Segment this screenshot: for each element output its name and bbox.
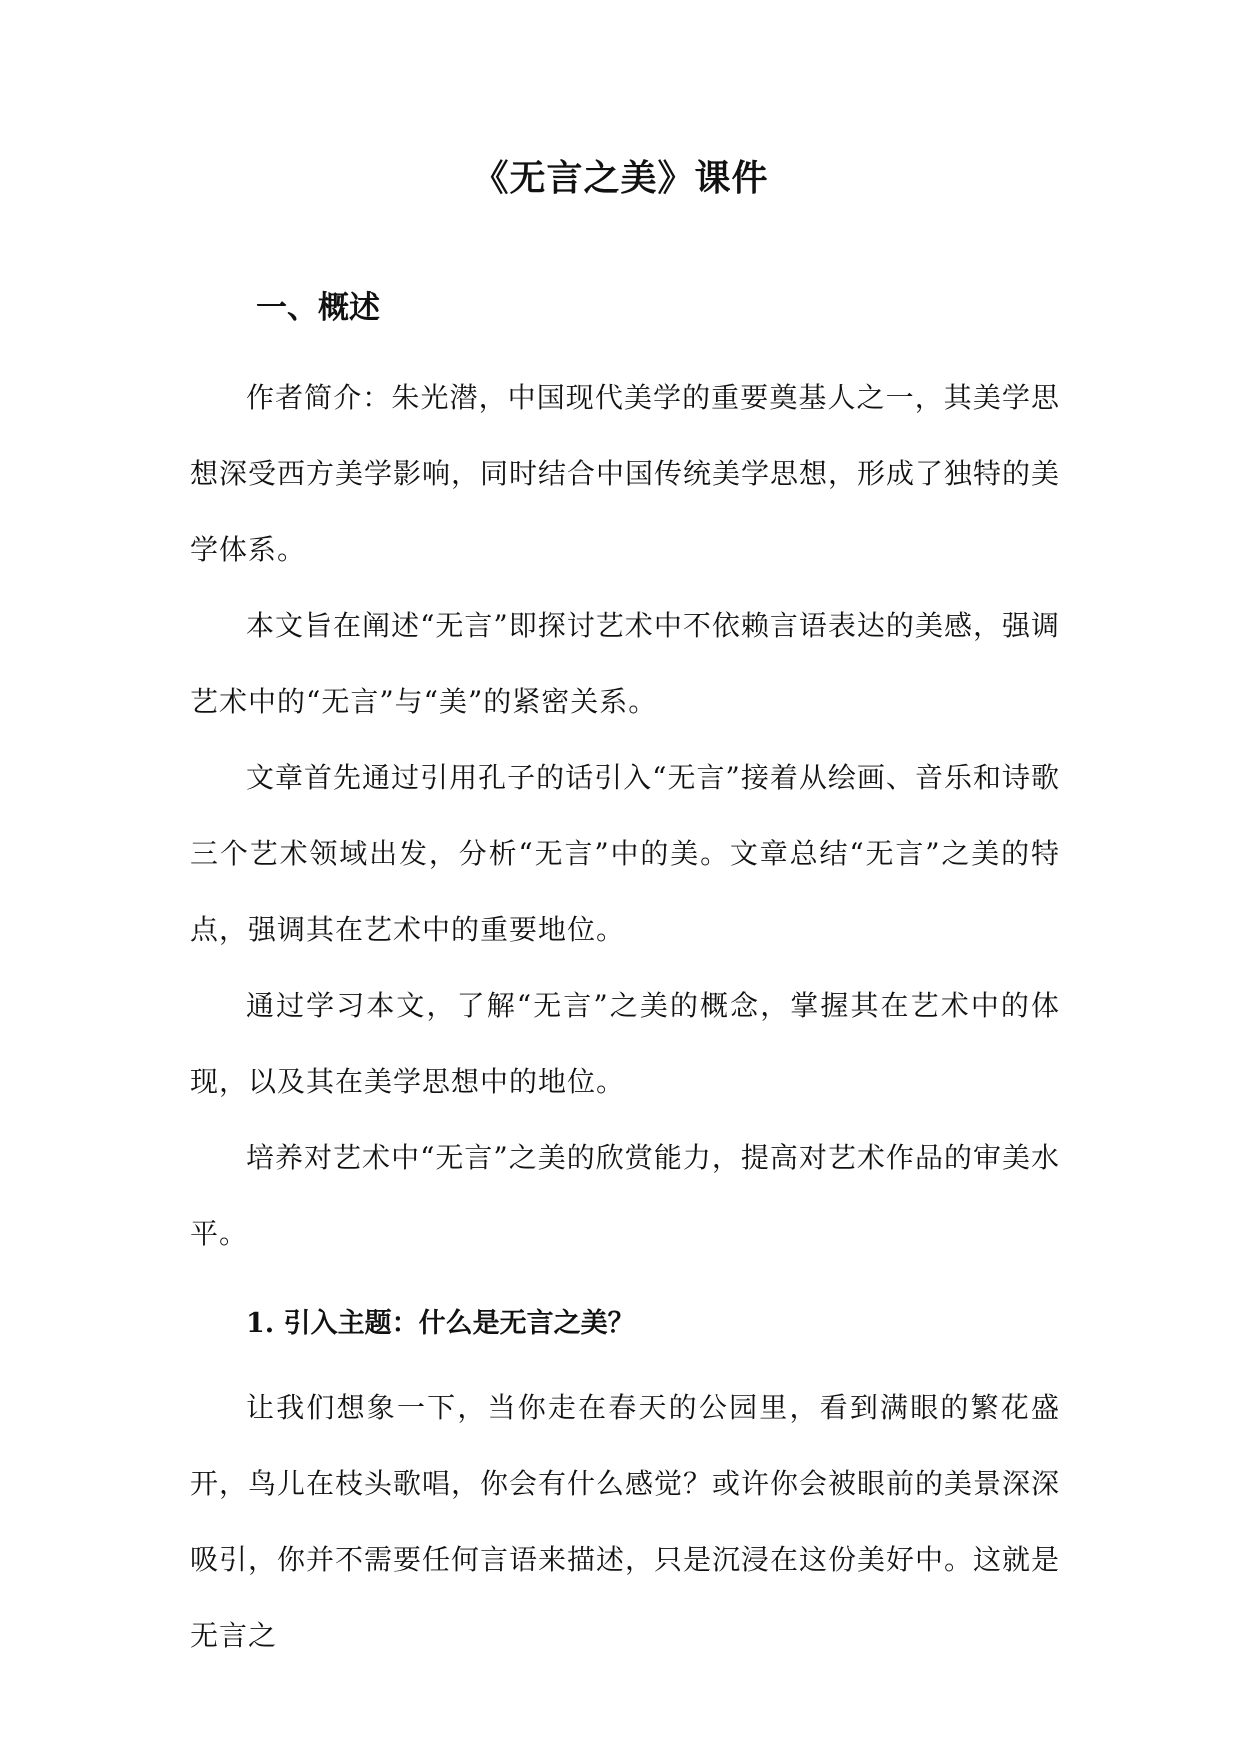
- paragraph-structure: 文章首先通过引用孔子的话引入“无言”接着从绘画、音乐和诗歌三个艺术领域出发，分析“无言”中的美。文章总结“无言”之美的特点，强调其在艺术中的重要地位。: [190, 761, 1060, 946]
- subsection-heading-intro: 1. 引入主题：什么是无言之美？: [246, 1308, 635, 1339]
- paragraph-learning-goal: 通过学习本文，了解“无言”之美的概念，掌握其在艺术中的体现，以及其在美学思想中的地位。: [190, 989, 1060, 1098]
- document-title: 《无言之美》课件: [472, 157, 769, 199]
- paragraph-spring-park: 让我们想象一下，当你走在春天的公园里，看到满眼的繁花盛开，鸟儿在枝头歌唱，你会有什么感觉？或许你会被眼前的美景深深吸引，你并不需要任何言语来描述，只是沉浸在这份美好中。这就是无言之: [190, 1391, 1061, 1652]
- intro-body: [190, 1370, 1060, 1674]
- section-heading-overview: 一、概述: [256, 290, 380, 326]
- overview-body: [190, 360, 1060, 1272]
- paragraph-purpose: 本文旨在阐述“无言”即探讨艺术中不依赖言语表达的美感，强调艺术中的“无言”与“美”的紧密关系。: [190, 609, 1060, 718]
- paragraph-author-intro: 作者简介：朱光潜，中国现代美学的重要奠基人之一，其美学思想深受西方美学影响，同时结合中国传统美学思想，形成了独特的美学体系。: [190, 381, 1061, 566]
- paragraph-ability-goal: 培养对艺术中“无言”之美的欣赏能力，提高对艺术作品的审美水平。: [190, 1141, 1060, 1250]
